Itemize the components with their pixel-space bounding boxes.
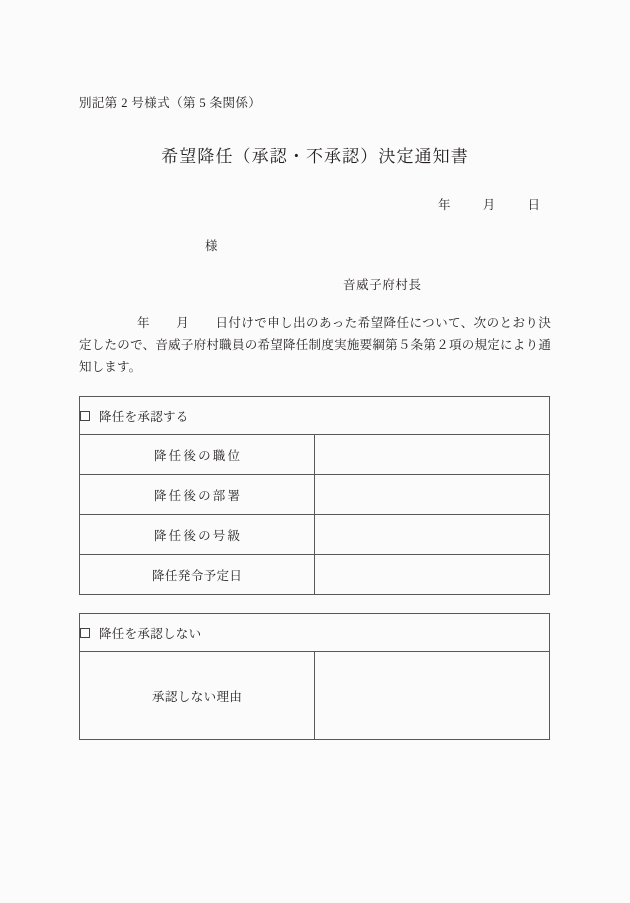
form-number: 別記第 2 号様式（第 5 条関係） (79, 96, 262, 110)
deny-table (79, 613, 550, 740)
table-row (80, 652, 550, 740)
table-row (80, 435, 550, 475)
row-value-effective-date[interactable] (315, 555, 550, 595)
page-title: 希望降任（承認・不承認）決定通知書 (161, 147, 469, 166)
table-row (80, 614, 550, 652)
addressee-honorific: 様 (205, 239, 218, 253)
issue-date-year-label: 年 (437, 198, 451, 212)
row-label-reason: 承認しない理由 (80, 652, 315, 740)
body-paragraph (79, 312, 551, 378)
deny-header-label: 降任を承認しない (99, 626, 202, 641)
deny-checkbox-row[interactable] (80, 614, 550, 652)
checkbox-unchecked-icon[interactable] (80, 411, 90, 421)
row-label-position: 降任後の職位 (80, 435, 315, 475)
issue-date-line (0, 195, 540, 213)
issue-date-month-label: 月 (482, 198, 496, 212)
issue-date-day-label: 日 (527, 198, 540, 212)
body-month-label: 月 (175, 316, 190, 330)
body-year-label: 年 (137, 316, 150, 330)
body-text-rest: 日付けで申し出のあった希望降任について、次のとおり決定したので、音威子府村職員の希望降任制度実施要綱第５条第２項の規定により通知します。 (79, 316, 552, 374)
checkbox-unchecked-icon[interactable] (80, 628, 90, 638)
approve-table (79, 396, 550, 595)
table-row (80, 397, 550, 435)
row-label-department: 降任後の部署 (80, 475, 315, 515)
table-row (80, 555, 550, 595)
approve-header-label: 降任を承認する (99, 409, 189, 424)
row-label-effective-date: 降任発令予定日 (80, 555, 315, 595)
approve-checkbox-row[interactable] (80, 397, 550, 435)
row-value-department[interactable] (315, 475, 550, 515)
table-row (80, 515, 550, 555)
issuer-name: 音威子府村長 (343, 278, 422, 292)
row-value-position[interactable] (315, 435, 550, 475)
row-value-reason[interactable] (315, 652, 550, 740)
table-row (80, 475, 550, 515)
row-value-grade[interactable] (315, 515, 550, 555)
row-label-grade: 降任後の号級 (80, 515, 315, 555)
